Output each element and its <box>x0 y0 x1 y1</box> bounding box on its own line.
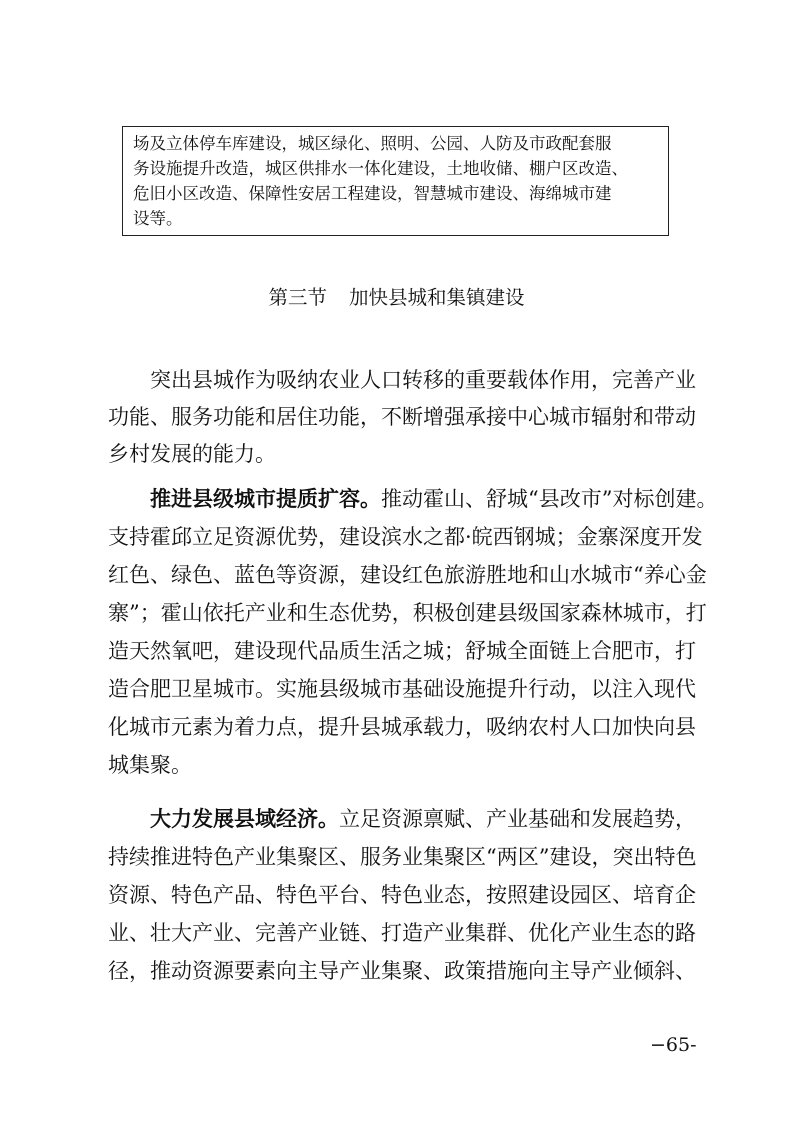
paragraph-text: 立足资源禀赋、产业基础和发展趋势， <box>339 807 696 831</box>
paragraph-line: 城集聚。 <box>108 753 192 777</box>
box-line: 场及立体停车库建设，城区绿化、照明、公园、人防及市政配套服 <box>133 134 612 153</box>
paragraph-line: 业、壮大产业、完善产业链、打造产业集群、优化产业生态的路 <box>108 921 696 945</box>
paragraph-first-line <box>150 484 717 514</box>
paragraph-line: 乡村发展的能力。 <box>108 442 276 466</box>
paragraph-heading: 推进县级城市提质扩容。 <box>150 486 381 511</box>
section-heading <box>0 284 793 312</box>
boxed-note <box>122 126 669 236</box>
paragraph-first-line <box>150 804 696 834</box>
paragraph-line: 功能、服务功能和居住功能，不断增强承接中心城市辐射和带动 <box>108 405 696 429</box>
paragraph-line: 资源、特色产品、特色平台、特色业态，按照建设园区、培育企 <box>108 883 696 907</box>
paragraph-line: 化城市元素为着力点，提升县城承载力，吸纳农村人口加快向县 <box>108 715 696 739</box>
paragraph-line: 突出县城作为吸纳农业人口转移的重要载体作用，完善产业 <box>150 368 696 392</box>
paragraph-text: 推动霍山、舒城“县改市”对标创建。 <box>381 487 718 511</box>
paragraph-line: 寨”；霍山依托产业和生态优势，积极创建县级国家森林城市，打 <box>108 601 707 625</box>
box-line: 务设施提升改造，城区供排水一体化建设，土地收储、棚户区改造、 <box>133 159 628 178</box>
paragraph-line: 造天然氧吧，建设现代品质生活之城；舒城全面链上合肥市，打 <box>108 639 696 663</box>
box-line: 设等。 <box>133 209 183 228</box>
paragraph-line: 持续推进特色产业集聚区、服务业集聚区“两区”建设，突出特色 <box>108 845 697 869</box>
page-number: −65- <box>650 1034 697 1056</box>
section-title: 加快县城和集镇建设 <box>349 286 525 309</box>
section-number: 第三节 <box>268 286 327 309</box>
paragraph-line: 支持霍邱立足资源优势，建设滨水之都·皖西钢城；金寨深度开发 <box>108 525 703 549</box>
box-line: 危旧小区改造、保障性安居工程建设，智慧城市建设、海绵城市建 <box>133 184 612 203</box>
paragraph-line: 径，推动资源要素向主导产业集聚、政策措施向主导产业倾斜、 <box>108 959 696 983</box>
paragraph-line: 红色、绿色、蓝色等资源，建设红色旅游胜地和山水城市“养心金 <box>108 563 707 587</box>
paragraph-line: 造合肥卫星城市。实施县级城市基础设施提升行动，以注入现代 <box>108 677 696 701</box>
paragraph-heading: 大力发展县域经济。 <box>150 806 339 831</box>
